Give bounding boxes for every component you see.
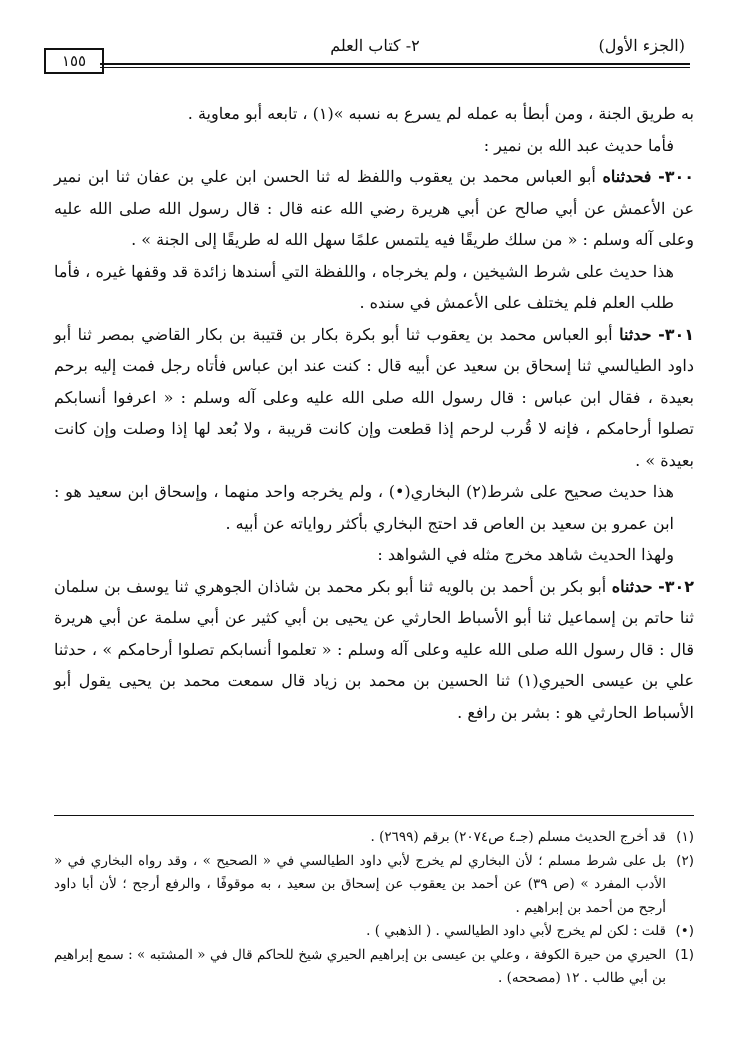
footnote-text: قد أخرج الحديث مسلم (جـ٤ ص٢٠٧٤) برقم (٢٦٩٩) . (370, 829, 666, 845)
paragraph: هذا حديث صحيح على شرط(٢) البخاري(•) ، ولم يخرجه واحد منهما ، وإسحاق ابن سعيد هو : ابن عمرو بن سعيد بن العاص قد احتج البخاري بأكثر رواياته عن أبيه . (54, 482, 674, 533)
hadith-text: أبو العباس محمد بن يعقوب ثنا أبو بكرة بكار بن قتيبة بن بكار القاضي بمصر ثنا أبو داود الطيالسي ثنا إسحاق بن سعيد عن أبيه قال : كنت عند ابن عباس فأتاه رجل فمت إليه برحم بعيدة ، فقال ابن عباس : قال رسول الله صلى الله عليه وعلى آله وسلم : « اعرفوا أنسابكم تصلوا أرحامكم ، فإنه لا قُرب لرحم إذا قطعت وإن كانت قريبة ، ولا بُعد لها إذا وصلت وإن كانت بعيدة » . (54, 324, 694, 470)
hadith-lead: حدثناه (611, 576, 653, 596)
footnote-mark: (١) (676, 829, 694, 845)
chapter-title: ٢- كتاب العلم (330, 36, 420, 55)
footnote-mark: (•) (675, 923, 694, 939)
hadith-300 (54, 161, 694, 256)
footnote-mark: (٢) (676, 852, 694, 869)
footnote (54, 850, 694, 921)
paragraph: فأما حديث عبد الله بن نمير : (483, 135, 674, 155)
main-text (54, 98, 694, 728)
header-rule-thin (100, 67, 690, 68)
hadith-301 (54, 319, 694, 477)
footnote (54, 944, 694, 991)
hadith-number: ٣٠٢- (658, 576, 694, 596)
footnote-text: قلت : لكن لم يخرج لأبي داود الطيالسي . ( الذهبي ) . (366, 923, 666, 939)
hadith-text: أبو بكر بن أحمد بن بالويه ثنا أبو بكر محمد بن شاذان الجوهري ثنا يوسف بن سلمان ثنا حاتم بن إسماعيل ثنا أبو الأسباط الحارثي عن يحيى بن أبي كثير عن أبي سلمة عن أبي هريرة قال : قال رسول الله صلى الله عليه وعلى آله وسلم : « تعلموا أنسابكم تصلوا أرحامكم » ، حدثنا علي بن عيسى الحيري(١) ثنا الحسين بن محمد بن زياد قال سمعت محمد بن يحيى يقول أبو الأسباط الحارثي هو : بشر بن رافع . (54, 576, 694, 722)
header-rule-thick (100, 63, 690, 65)
footnote (54, 920, 694, 944)
footnotes (54, 826, 694, 991)
footnote-text: الحيري من حيرة الكوفة ، وعلي بن عيسى بن إبراهيم الحيري شيخ للحاكم قال في « المشتبه » : سمع إبراهيم بن أبي طالب . ١٢ (مصححه) . (54, 946, 666, 986)
footnote-separator (54, 815, 694, 816)
paragraph: ولهذا الحديث شاهد مخرج مثله في الشواهد : (377, 545, 674, 564)
hadith-number: ٣٠١- (658, 324, 694, 344)
paragraph: به طريق الجنة ، ومن أبطأ به عمله لم يسرع به نسبه »(١) ، تابعه أبو معاوية . (187, 104, 694, 123)
page-header (0, 30, 738, 70)
footnote (54, 826, 694, 850)
page-number: ١٥٥ (44, 48, 104, 74)
hadith-302 (54, 571, 694, 729)
footnote-text: بل على شرط مسلم ؛ لأن البخاري لم يخرج لأبي داود الطيالسي في « الصحيح » ، وقد رواه البخاري في « الأدب المفرد » (ص ٣٩) عن أحمد بن يعقوب عن إسحاق بن سعيد ، به موقوفًا ، والرفع أرجح ؛ لأن أبا داود أرجح من أحمد بن إبراهيم . (54, 852, 666, 916)
hadith-lead: حدثنا (619, 324, 652, 344)
hadith-text: أبو العباس محمد بن يعقوب واللفظ له ثنا الحسن ابن علي بن عفان ثنا ابن نمير عن الأعمش عن أبي صالح عن أبي هريرة رضي الله عنه قال : قال رسول الله صلى الله عليه وعلى آله وسلم : « من سلك طريقًا فيه يلتمس علمًا سهل الله له طريقًا إلى الجنة » . (54, 167, 694, 249)
footnote-mark: (1) (674, 946, 694, 963)
hadith-lead: فحدثناه (602, 167, 652, 186)
hadith-number: ٣٠٠- (658, 167, 694, 186)
paragraph: هذا حديث على شرط الشيخين ، ولم يخرجاه ، واللفظة التي أسندها زائدة قد وقفها غيره ، فأما طلب العلم فلم يختلف على الأعمش في سنده . (54, 261, 674, 312)
volume-title: (الجزء الأول) (598, 36, 685, 55)
